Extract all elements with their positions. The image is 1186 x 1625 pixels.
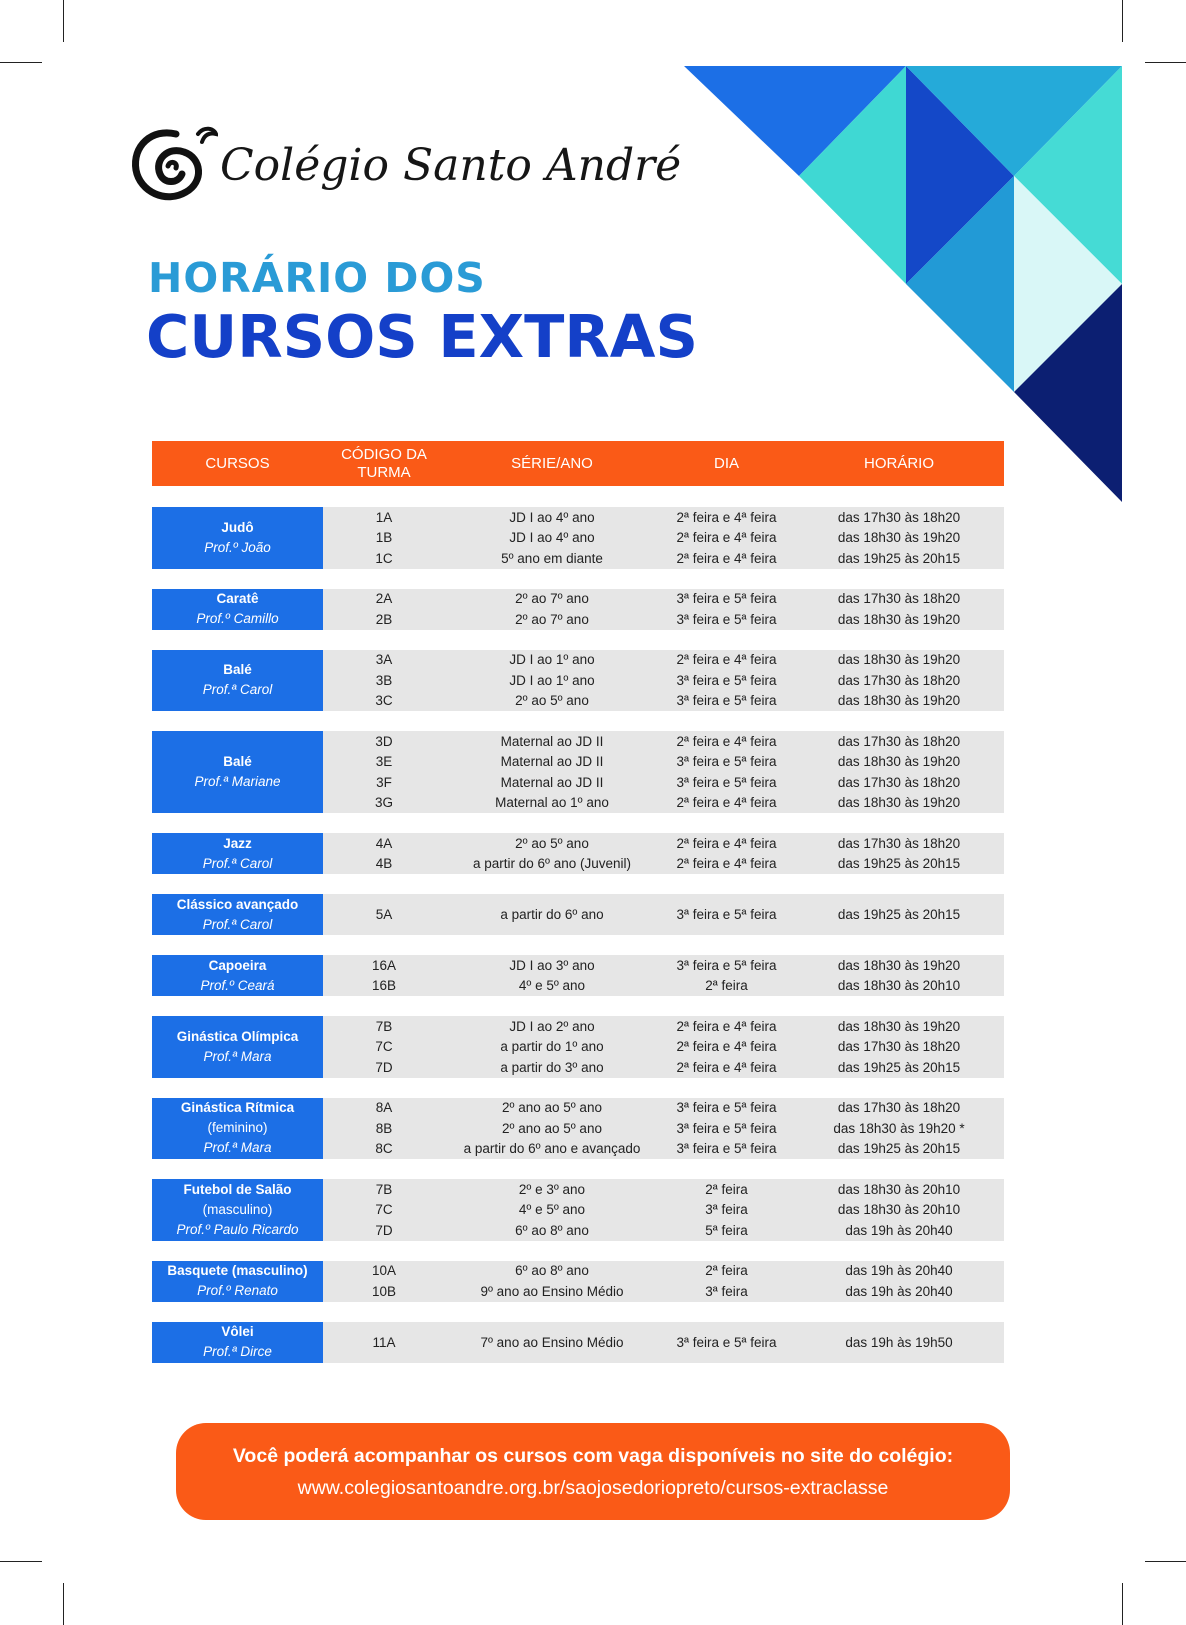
course-name-cell — [152, 1179, 323, 1241]
table-header — [152, 441, 1004, 486]
school-logo — [128, 120, 681, 210]
course-name-cell — [152, 894, 323, 935]
course-name-cell — [152, 833, 323, 874]
table-row — [323, 1179, 1004, 1200]
class-time: das 19h25 às 20h15 — [837, 856, 961, 872]
class-day: 2ª feira e 4ª feira — [676, 733, 777, 749]
class-day: 2ª feira e 4ª feira — [676, 530, 777, 546]
header-serie: SÉRIE/ANO — [511, 454, 593, 472]
course-group — [152, 507, 1004, 569]
class-code: 3F — [376, 774, 392, 790]
class-code: 7B — [375, 1018, 393, 1034]
course-name: Balé — [223, 662, 252, 678]
course-teacher: Prof.º Ceará — [200, 977, 275, 993]
class-time: das 18h30 às 19h20 — [837, 957, 961, 973]
class-day: 3ª feira — [705, 1202, 748, 1218]
table-row — [323, 548, 1004, 569]
table-row — [323, 1016, 1004, 1037]
course-name-cell — [152, 589, 323, 630]
class-grade: 2º ao 5º ano — [515, 835, 589, 851]
class-day: 3ª feira e 5ª feira — [676, 672, 777, 688]
class-code: 7C — [375, 1039, 393, 1055]
class-code: 16B — [371, 978, 397, 994]
course-name-cell — [152, 650, 323, 712]
class-time: das 19h às 20h40 — [845, 1222, 953, 1238]
course-name: Ginástica Rítmica — [180, 1100, 295, 1116]
crop-mark — [1122, 1583, 1123, 1625]
table-row — [323, 894, 1004, 935]
class-day: 2ª feira e 4ª feira — [676, 1018, 777, 1034]
course-group — [152, 1098, 1004, 1160]
course-rows — [323, 1179, 1004, 1241]
course-name: Capoeira — [208, 957, 267, 973]
class-time: das 19h25 às 20h15 — [837, 1141, 961, 1157]
course-name-cell — [152, 1261, 323, 1302]
class-grade: Maternal ao 1º ano — [495, 795, 609, 811]
course-name-cell — [152, 955, 323, 996]
class-code: 8C — [375, 1141, 393, 1157]
class-grade: JD I ao 4º ano — [509, 530, 595, 546]
class-code: 2B — [375, 611, 393, 627]
class-time: das 17h30 às 18h20 — [837, 1100, 961, 1116]
class-day: 2ª feira e 4ª feira — [676, 1059, 777, 1075]
class-code: 3A — [375, 652, 393, 668]
table-row — [323, 1220, 1004, 1241]
course-teacher: Prof.º João — [204, 539, 271, 555]
course-group — [152, 1179, 1004, 1241]
course-name: Balé — [223, 754, 252, 769]
course-name: Vôlei — [221, 1324, 254, 1339]
class-grade: a partir do 1º ano — [500, 1039, 604, 1055]
class-day: 2ª feira e 4ª feira — [676, 509, 777, 525]
course-group — [152, 955, 1004, 996]
class-time: das 18h30 às 19h20 — [837, 652, 961, 668]
class-time: das 18h30 às 20h10 — [837, 1181, 961, 1197]
table-row — [323, 833, 1004, 854]
course-rows — [323, 1261, 1004, 1302]
class-grade: 6º ao 8º ano — [515, 1222, 589, 1238]
class-grade: 2º e 3º ano — [518, 1181, 586, 1197]
class-time: das 18h30 às 19h20 — [837, 530, 961, 546]
class-grade: 2º ao 7º ano — [515, 611, 589, 627]
class-grade: Maternal ao JD II — [500, 754, 604, 770]
class-code: 1C — [375, 550, 393, 566]
course-name: Jazz — [223, 835, 252, 851]
class-code: 3C — [375, 693, 393, 709]
class-grade: 4º e 5º ano — [518, 1202, 586, 1218]
table-row — [323, 528, 1004, 549]
class-time: das 17h30 às 18h20 — [837, 591, 961, 607]
class-grade: JD I ao 1º ano — [509, 652, 595, 668]
class-time: das 18h30 às 20h10 — [837, 978, 961, 994]
course-rows — [323, 731, 1004, 813]
table-row — [323, 955, 1004, 976]
course-subname: (masculino) — [202, 1201, 273, 1217]
class-day: 2ª feira e 4ª feira — [676, 1039, 777, 1055]
class-grade: a partir do 6º ano e avançado — [463, 1141, 641, 1157]
table-row — [323, 650, 1004, 671]
course-group — [152, 731, 1004, 813]
class-code: 7B — [375, 1181, 393, 1197]
table-row — [323, 1057, 1004, 1078]
class-day: 3ª feira e 5ª feira — [676, 1141, 777, 1157]
class-day: 2ª feira e 4ª feira — [676, 550, 777, 566]
course-name-cell — [152, 1322, 323, 1363]
school-name: Colégio Santo André — [220, 139, 682, 191]
table-row — [323, 1261, 1004, 1282]
schedule-table — [152, 441, 1004, 1363]
course-teacher: Prof.º Paulo Ricardo — [176, 1221, 299, 1237]
class-grade: 2º ano ao 5º ano — [502, 1100, 602, 1116]
header-cursos: CURSOS — [205, 454, 270, 472]
course-name: Ginástica Olímpica — [176, 1028, 299, 1044]
class-grade: 6º ao 8º ano — [515, 1263, 589, 1279]
footer-link[interactable]: www.colegiosantoandre.org.br/saojosedoriopreto/cursos-extraclasse — [297, 1477, 889, 1499]
course-name: Basquete (masculino) — [167, 1263, 308, 1278]
class-time: das 19h às 20h40 — [845, 1283, 953, 1299]
course-group — [152, 1322, 1004, 1363]
footer-text: Você poderá acompanhar os cursos com vaga disponíveis no site do colégio: — [232, 1445, 954, 1467]
class-day: 2ª feira e 4ª feira — [676, 652, 777, 668]
class-day: 2ª feira e 4ª feira — [676, 856, 777, 872]
table-row — [323, 1037, 1004, 1058]
class-code: 1A — [375, 509, 393, 525]
course-rows — [323, 1322, 1004, 1363]
table-row — [323, 1322, 1004, 1363]
course-group — [152, 894, 1004, 935]
class-code: 7C — [375, 1202, 393, 1218]
course-rows — [323, 507, 1004, 569]
table-row — [323, 1118, 1004, 1139]
class-time: das 17h30 às 18h20 — [837, 774, 961, 790]
class-code: 11A — [372, 1334, 396, 1350]
table-row — [323, 793, 1004, 814]
class-grade: 7º ano ao Ensino Médio — [480, 1334, 624, 1350]
course-name: Caratê — [216, 591, 259, 606]
class-day: 2ª feira e 4ª feira — [676, 835, 777, 851]
course-teacher: Prof.ª Carol — [202, 916, 273, 932]
course-name-cell — [152, 1016, 323, 1078]
table-body — [152, 507, 1004, 1363]
course-teacher: Prof.ª Mara — [203, 1140, 272, 1156]
crop-mark — [1145, 1561, 1186, 1562]
class-time: das 18h30 às 19h20 * — [833, 1120, 965, 1136]
table-row — [323, 670, 1004, 691]
course-rows — [323, 650, 1004, 712]
course-group — [152, 589, 1004, 630]
header-dia: DIA — [713, 454, 739, 472]
course-name-cell — [152, 1098, 323, 1160]
table-row — [323, 691, 1004, 712]
course-name: Judô — [221, 519, 254, 535]
class-code: 3D — [375, 733, 393, 749]
class-day: 3ª feira e 5ª feira — [676, 591, 777, 607]
course-teacher: Prof.º Camillo — [196, 611, 279, 626]
table-row — [323, 1139, 1004, 1160]
class-time: das 18h30 às 19h20 — [837, 754, 961, 770]
table-row — [323, 731, 1004, 752]
class-grade: 4º e 5º ano — [518, 978, 586, 994]
class-day: 3ª feira — [705, 1283, 748, 1299]
class-code: 4B — [375, 856, 393, 872]
course-teacher: Prof.ª Dirce — [203, 1344, 272, 1359]
class-code: 3E — [375, 754, 393, 770]
page-title-line2: CURSOS EXTRAS — [146, 302, 698, 371]
course-teacher: Prof.ª Mariane — [194, 774, 281, 789]
class-day: 3ª feira e 5ª feira — [676, 907, 777, 922]
table-row — [323, 976, 1004, 997]
crop-mark — [0, 1561, 42, 1562]
course-rows — [323, 1016, 1004, 1078]
class-code: 5A — [375, 907, 393, 922]
class-time: das 18h30 às 19h20 — [837, 795, 961, 811]
class-grade: 2º ao 5º ano — [515, 693, 589, 709]
course-teacher: Prof.ª Carol — [202, 682, 273, 698]
class-time: das 19h25 às 20h15 — [837, 550, 961, 566]
class-grade: Maternal ao JD II — [500, 774, 604, 790]
course-rows — [323, 955, 1004, 996]
class-grade: 2º ao 7º ano — [515, 591, 589, 607]
crop-mark — [63, 1583, 64, 1625]
class-time: das 18h30 às 19h20 — [837, 611, 961, 627]
class-day: 2ª feira — [705, 978, 748, 994]
class-code: 16A — [371, 957, 397, 973]
class-day: 3ª feira e 5ª feira — [676, 1120, 777, 1136]
class-time: das 17h30 às 18h20 — [837, 835, 961, 851]
course-group — [152, 1016, 1004, 1078]
table-row — [323, 609, 1004, 630]
class-grade: 9º ano ao Ensino Médio — [480, 1283, 624, 1299]
footer-banner — [176, 1423, 1010, 1520]
course-rows — [323, 894, 1004, 935]
class-time: das 19h às 20h40 — [845, 1263, 953, 1279]
class-time: das 17h30 às 18h20 — [837, 509, 961, 525]
course-rows — [323, 1098, 1004, 1160]
class-code: 1B — [375, 530, 393, 546]
class-grade: JD I ao 2º ano — [509, 1018, 595, 1034]
header-codigo: CÓDIGO DA TURMA — [341, 445, 427, 481]
class-time: das 19h às 19h50 — [845, 1334, 953, 1350]
course-rows — [323, 589, 1004, 630]
table-row — [323, 1281, 1004, 1302]
course-name: Futebol de Salão — [183, 1181, 292, 1197]
course-teacher: Prof.ª Carol — [202, 855, 273, 871]
class-grade: JD I ao 3º ano — [509, 957, 595, 973]
class-grade: a partir do 6º ano — [500, 907, 604, 922]
course-subname: (feminino) — [207, 1120, 268, 1136]
class-day: 2ª feira — [705, 1263, 748, 1279]
course-name-cell — [152, 507, 323, 569]
class-grade: 2º ano ao 5º ano — [502, 1120, 602, 1136]
class-time: das 18h30 às 20h10 — [837, 1202, 961, 1218]
class-code: 2A — [375, 591, 393, 607]
class-code: 4A — [375, 835, 393, 851]
class-day: 2ª feira e 4ª feira — [676, 795, 777, 811]
class-code: 3G — [374, 795, 393, 811]
class-day: 5ª feira — [705, 1222, 748, 1238]
class-grade: a partir do 6º ano (Juvenil) — [472, 856, 631, 872]
class-time: das 19h25 às 20h15 — [837, 1059, 961, 1075]
table-row — [323, 1098, 1004, 1119]
table-row — [323, 1200, 1004, 1221]
class-time: das 18h30 às 19h20 — [837, 693, 961, 709]
class-code: 8A — [375, 1100, 393, 1116]
table-row — [323, 772, 1004, 793]
course-group — [152, 1261, 1004, 1302]
table-row — [323, 589, 1004, 610]
class-code: 3B — [375, 672, 393, 688]
class-grade: JD I ao 1º ano — [509, 672, 595, 688]
class-time: das 19h25 às 20h15 — [837, 907, 961, 922]
class-grade: a partir do 3º ano — [500, 1059, 604, 1075]
course-teacher: Prof.ª Mara — [203, 1048, 272, 1064]
course-name: Clássico avançado — [176, 896, 299, 912]
class-grade: Maternal ao JD II — [500, 733, 604, 749]
class-grade: JD I ao 4º ano — [509, 509, 595, 525]
course-group — [152, 650, 1004, 712]
class-time: das 17h30 às 18h20 — [837, 1039, 961, 1055]
class-code: 10B — [371, 1283, 397, 1299]
class-time: das 17h30 às 18h20 — [837, 733, 961, 749]
class-day: 3ª feira e 5ª feira — [676, 1100, 777, 1116]
course-teacher: Prof.º Renato — [197, 1283, 278, 1298]
table-row — [323, 507, 1004, 528]
class-day: 3ª feira e 5ª feira — [676, 754, 777, 770]
class-time: das 17h30 às 18h20 — [837, 672, 961, 688]
class-code: 10A — [371, 1263, 397, 1279]
class-grade: 5º ano em diante — [501, 550, 603, 566]
class-time: das 18h30 às 19h20 — [837, 1018, 961, 1034]
table-row — [323, 854, 1004, 875]
course-group — [152, 833, 1004, 874]
course-name-cell — [152, 731, 323, 813]
class-day: 2ª feira — [705, 1181, 748, 1197]
page-title-line1: HORÁRIO DOS — [148, 254, 486, 302]
class-code: 8B — [375, 1120, 393, 1136]
class-code: 7D — [375, 1059, 393, 1075]
header-horario: HORÁRIO — [863, 454, 934, 472]
class-day: 3ª feira e 5ª feira — [676, 957, 777, 973]
class-day: 3ª feira e 5ª feira — [676, 1334, 777, 1350]
class-code: 7D — [375, 1222, 393, 1238]
class-day: 3ª feira e 5ª feira — [676, 774, 777, 790]
table-row — [323, 752, 1004, 773]
course-rows — [323, 833, 1004, 874]
class-day: 3ª feira e 5ª feira — [676, 693, 777, 709]
swirl-logo-icon — [128, 120, 218, 210]
class-day: 3ª feira e 5ª feira — [676, 611, 777, 627]
